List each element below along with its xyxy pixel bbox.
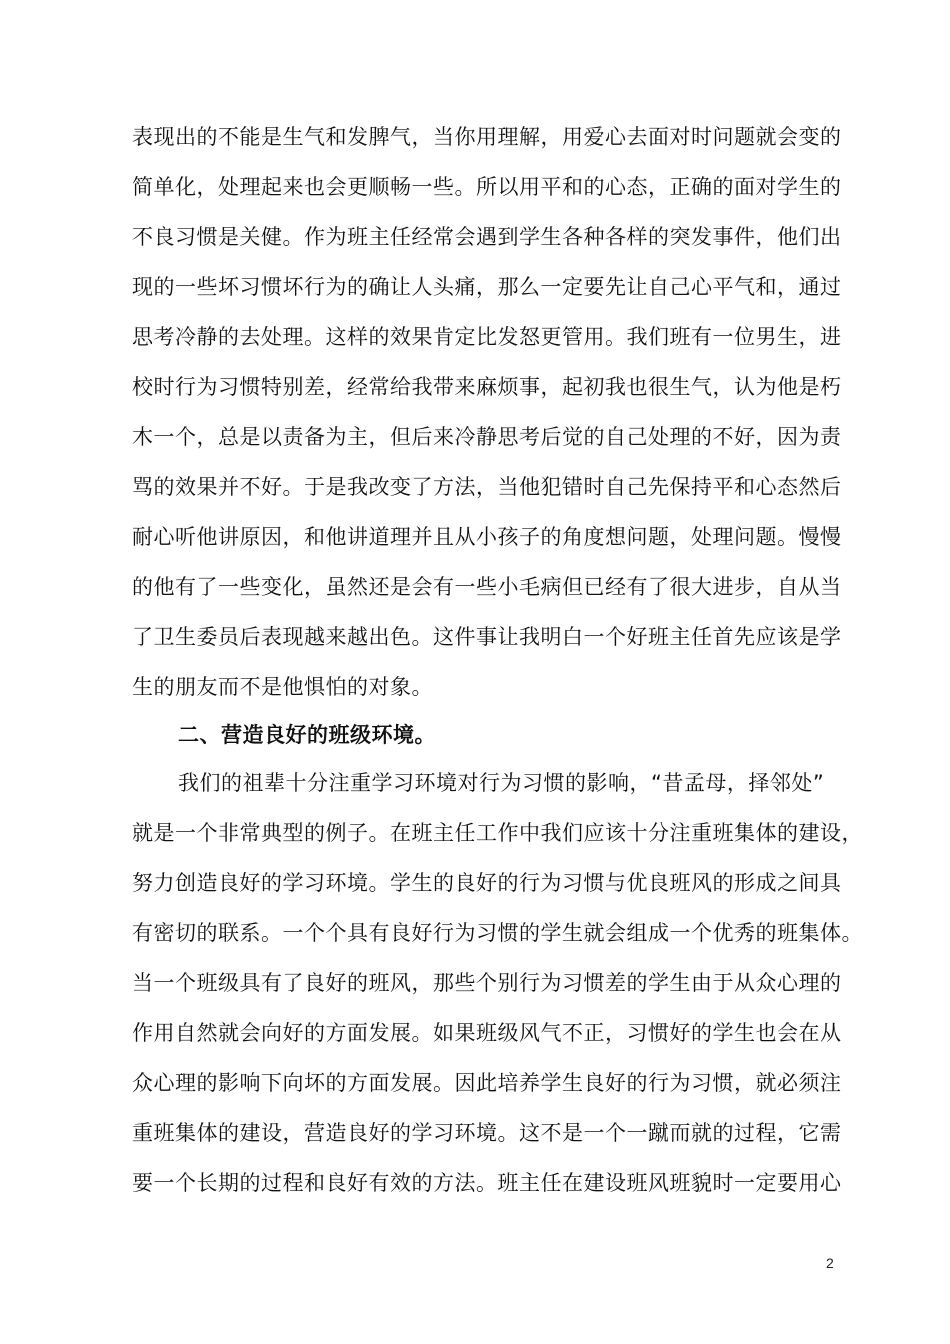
paragraph-1-line: 思考冷静的去处理。这样的效果肯定比发怒更管用。我们班有一位男生，进 — [132, 325, 842, 349]
paragraph-2-line: 众心理的影响下向坏的方面发展。因此培养学生良好的行为习惯，就必须注 — [132, 1071, 842, 1095]
paragraph-1-line: 的他有了一些变化，虽然还是会有一些小毛病但已经有了很大进步，自从当 — [132, 575, 842, 599]
paragraph-1-line: 耐心听他讲原因，和他讲道理并且从小孩子的角度想问题，处理问题。慢慢 — [132, 525, 842, 549]
paragraph-1-line: 木一个，总是以责备为主，但后来冷静思考后觉的自己处理的不好，因为责 — [132, 425, 842, 449]
paragraph-2-first-line: 我们的祖辈十分注重学习环境对行为习惯的影响，“昔孟母，择邻处” — [178, 771, 825, 795]
paragraph-1-line: 校时行为习惯特别差，经常给我带来麻烦事，起初我也很生气，认为他是朽 — [132, 375, 842, 399]
paragraph-2-line: 作用自然就会向好的方面发展。如果班级风气不正，习惯好的学生也会在从 — [132, 1021, 842, 1045]
section-heading: 二、营造良好的班级环境。 — [178, 723, 436, 747]
paragraph-1-line: 不良习惯是关健。作为班主任经常会遇到学生各种各样的突发事件，他们出 — [132, 225, 842, 249]
paragraph-1-line: 现的一些坏习惯坏行为的确让人头痛，那么一定要先让自己心平气和，通过 — [132, 275, 842, 299]
paragraph-2-line: 有密切的联系。一个个具有良好行为习惯的学生就会组成一个优秀的班集体。 — [132, 921, 863, 945]
paragraph-1-line: 骂的效果并不好。于是我改变了方法，当他犯错时自己先保持平和心态然后 — [132, 475, 842, 499]
page-number: 2 — [826, 1255, 834, 1271]
paragraph-1-line: 了卫生委员后表现越来越出色。这件事让我明白一个好班主任首先应该是学 — [132, 625, 842, 649]
paragraph-2-line: 当一个班级具有了良好的班风，那些个别行为习惯差的学生由于从众心理的 — [132, 971, 842, 995]
paragraph-1-line: 简单化，处理起来也会更顺畅一些。所以用平和的心态，正确的面对学生的 — [132, 175, 842, 199]
paragraph-2-line: 重班集体的建设，营造良好的学习环境。这不是一个一蹴而就的过程，它需 — [132, 1121, 842, 1145]
paragraph-2-line: 就是一个非常典型的例子。在班主任工作中我们应该十分注重班集体的建设， — [132, 821, 863, 845]
paragraph-1-line: 表现出的不能是生气和发脾气，当你用理解，用爱心去面对时问题就会变的 — [132, 125, 842, 149]
paragraph-2-line: 要一个长期的过程和良好有效的方法。班主任在建设班风班貌时一定要用心 — [132, 1171, 842, 1195]
paragraph-2-line: 努力创造良好的学习环境。学生的良好的行为习惯与优良班风的形成之间具 — [132, 871, 842, 895]
paragraph-1-line: 生的朋友而不是他惧怕的对象。 — [132, 675, 433, 699]
